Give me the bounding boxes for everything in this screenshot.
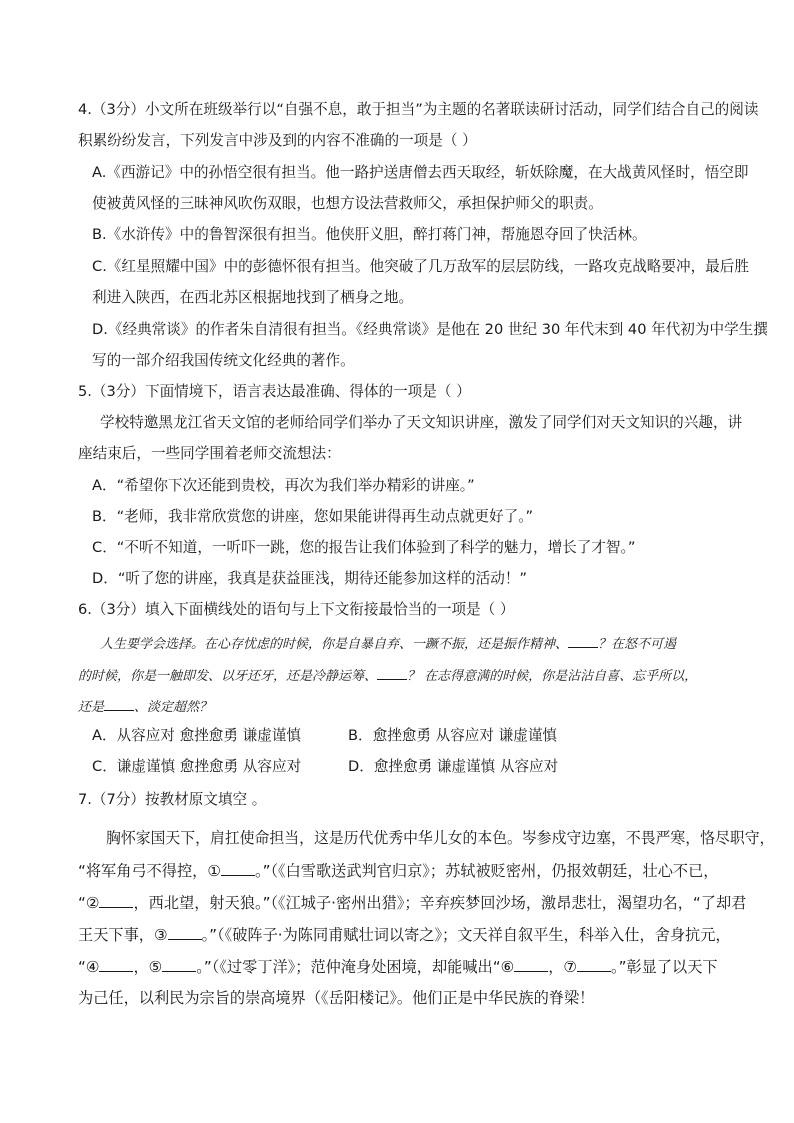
q7-passage-line1: 胸怀家国天下，肩扛使命担当，这是历代优秀中华儿女的本色。岑参戍守边塞，不畏严寒，恪尽职守， bbox=[106, 829, 775, 847]
q6-passage-line1 bbox=[100, 632, 676, 655]
q6-passage-line3 bbox=[78, 695, 212, 718]
q6-passage-text: ？在怒不可遏 bbox=[598, 637, 677, 652]
q7-stem: 7.（7分）按教材原文填空 。 bbox=[78, 791, 267, 808]
q4-option-d-line2: 写的一部介绍我国传统文化经典的著作。 bbox=[92, 352, 355, 369]
q6-option-a: A．从容应对 愈挫愈勇 谦虚谨慎 bbox=[92, 727, 301, 744]
q7-blank-3 bbox=[168, 924, 202, 940]
q5-option-c: C．“不听不知道，一听吓一跳，您的报告让我们体验到了科学的魅力，增长了才智。” bbox=[92, 539, 636, 556]
q4-option-b: B.《水浒传》中的鲁智深很有担当。他侠肝义胆，醉打蒋门神，帮施恩夺回了快活林。 bbox=[92, 226, 647, 243]
q7-passage-text: 。”（《白雪歌送武判官归京》；苏轼被贬密州，仍报效朝廷，壮心不已， bbox=[254, 862, 719, 880]
q4-option-c-line1: C.《红星照耀中国》中的彭德怀很有担当。他突破了几万敌军的层层防线，一路攻克战略要冲，最后胜 bbox=[92, 258, 749, 275]
q5-context-line1: 学校特邀黑龙江省天文馆的老师给同学们举办了天文知识讲座，激发了同学们对天文知识的兴趣，讲 bbox=[100, 414, 743, 431]
q6-stem: 6.（3分）填入下面横线处的语句与上下文衔接最恰当的一项是（ ） bbox=[78, 601, 515, 618]
q7-blank-6 bbox=[514, 956, 548, 972]
q7-blank-4 bbox=[99, 956, 133, 972]
q7-passage-text: ，⑦ bbox=[548, 958, 577, 976]
q7-passage-line3 bbox=[78, 892, 746, 913]
q6-blank-3 bbox=[104, 695, 134, 711]
q7-passage-text: “将军角弓不得控，① bbox=[78, 862, 221, 880]
q7-blank-2 bbox=[99, 892, 133, 908]
q5-context-line2: 座结束后，一些同学围着老师交流想法： bbox=[78, 445, 341, 462]
q6-passage-text: 人生要学会选择。在心存忧虑的时候，你是自暴自弃、一蹶不振，还是振作精神、 bbox=[100, 637, 569, 652]
q4-stem-line1: 4.（3分）小文所在班级举行以“自强不息，敢于担当”为主题的名著联读研讨活动，同学们结合自己的阅读 bbox=[78, 101, 759, 118]
q7-passage-text: 。”（《破阵子·为陈同甫赋壮词以寄之》；文天祥自叙平生，科举入仕，舍身抗元， bbox=[201, 926, 731, 944]
q7-passage-text: 。”彰显了以天下 bbox=[611, 958, 718, 976]
q7-passage-text: “② bbox=[78, 894, 100, 912]
q7-passage-text: ，⑤ bbox=[133, 958, 163, 976]
q5-option-d: D．“听了您的讲座，我真是获益匪浅，期待还能参加这样的活动！” bbox=[92, 570, 527, 587]
q6-passage-text: 的时候，你是一触即发、以牙还牙，还是冷静运筹、 bbox=[78, 669, 378, 684]
q6-passage-text: 还是 bbox=[78, 700, 105, 715]
q7-passage-line5 bbox=[78, 956, 718, 977]
q5-option-b: B．“老师，我非常欣赏您的讲座，您如果能讲得再生动点就更好了。” bbox=[92, 508, 534, 525]
q7-passage-line4 bbox=[78, 924, 731, 945]
q7-blank-5 bbox=[162, 956, 196, 972]
q6-blank-2 bbox=[377, 664, 407, 680]
q7-passage-text: 。”（《过零丁洋》；范仲淹身处困境，却能喊出“⑥ bbox=[196, 958, 515, 976]
q4-option-c-line2: 利进入陕西，在西北苏区根据地找到了栖身之地。 bbox=[92, 289, 414, 306]
q4-option-d-line1: D.《经典常谈》的作者朱自清很有担当。《经典常谈》是他在 20 世纪 30 年代末到 40 年代初为中学生撰 bbox=[92, 321, 768, 338]
q4-option-a-line1: A.《西游记》中的孙悟空很有担当。他一路护送唐僧去西天取经，斩妖除魔，在大战黄风怪时，悟空即 bbox=[92, 164, 749, 181]
q4-option-a-line2: 使被黄风怪的三昧神风吹伤双眼，也想方设法营救师父，承担保护师父的职责。 bbox=[92, 195, 603, 212]
q6-passage-text: 、淡定超然？ bbox=[134, 700, 213, 715]
q7-blank-7 bbox=[577, 956, 611, 972]
q7-passage-line6: 为己任，以利民为宗旨的崇高境界（《岳阳楼记》。他们正是中华民族的脊梁！ bbox=[78, 989, 595, 1007]
q7-passage-text: ，西北望，射天狼。”（《江城子·密州出猎》；辛弃疾梦回沙场，激昂悲壮，渴望功名，“了却君 bbox=[133, 894, 747, 912]
q5-stem: 5.（3分）下面情境下，语言表达最准确、得体的一项是（ ） bbox=[78, 383, 471, 400]
q5-option-a: A．“希望你下次还能到贵校，再次为我们举办精彩的讲座。” bbox=[92, 477, 475, 494]
q7-passage-line2 bbox=[78, 860, 718, 881]
q7-passage-text: “④ bbox=[78, 958, 100, 976]
q6-option-b: B．愈挫愈勇 从容应对 谦虚谨慎 bbox=[348, 727, 558, 744]
q4-stem-line2: 积累纷纷发言，下列发言中涉及到的内容不准确的一项是（ ） bbox=[78, 132, 477, 149]
q6-option-d: D．愈挫愈勇 谦虚谨慎 从容应对 bbox=[348, 758, 559, 775]
q6-blank-1 bbox=[568, 632, 598, 648]
q6-passage-text: ？ 在志得意满的时候，你是沾沾自喜、忘乎所以， bbox=[407, 669, 698, 684]
q7-blank-1 bbox=[221, 860, 255, 876]
q6-passage-line2 bbox=[78, 664, 697, 687]
q7-passage-text: 王天下事，③ bbox=[78, 926, 168, 944]
q6-option-c: C．谦虚谨慎 愈挫愈勇 从容应对 bbox=[92, 758, 302, 775]
